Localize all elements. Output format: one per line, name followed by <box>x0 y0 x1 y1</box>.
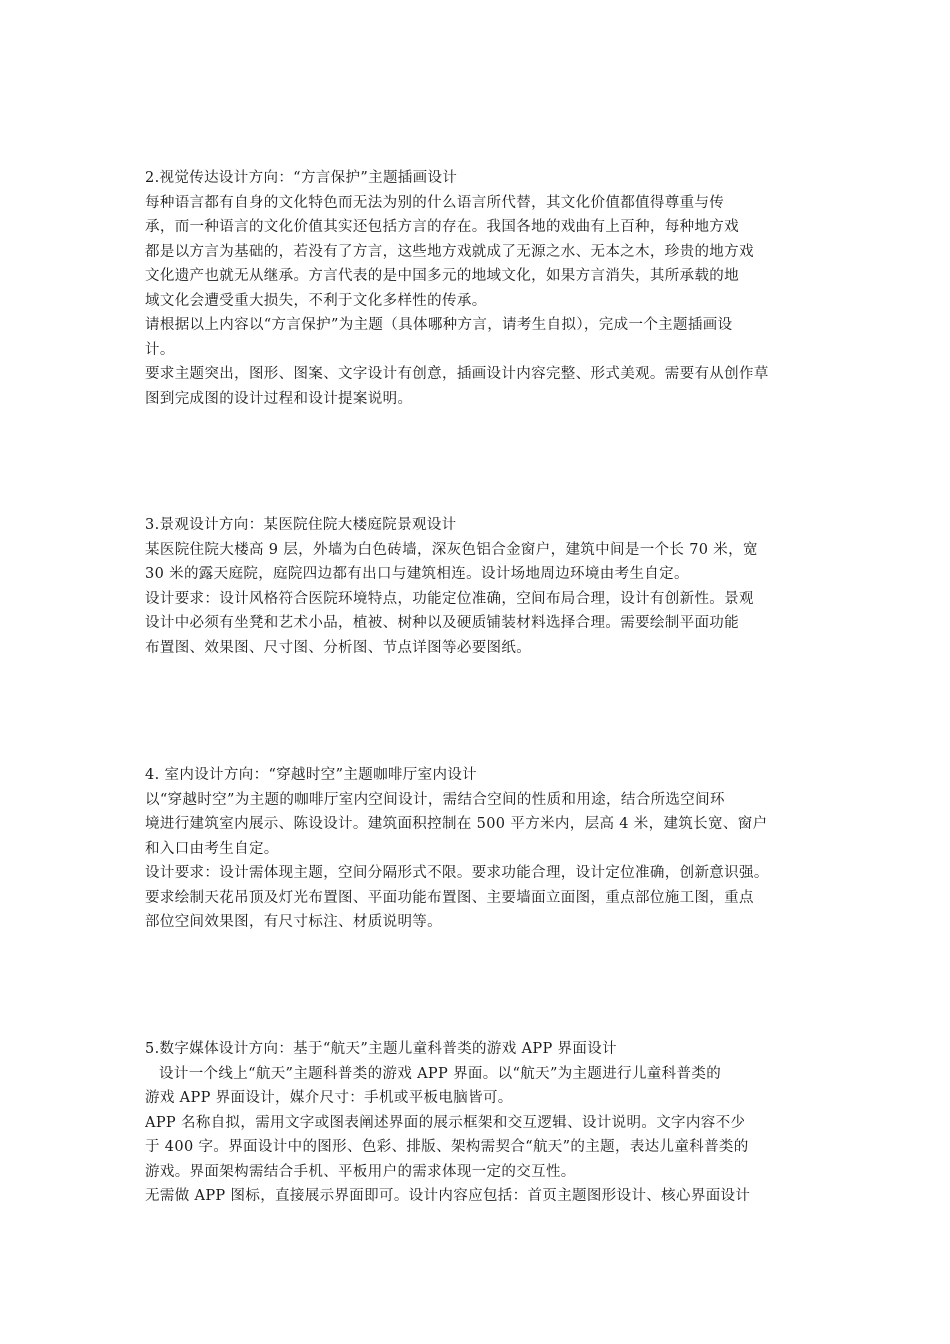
paragraph-line: 游戏。界面架构需结合手机、平板用户的需求体现一定的交互性。 <box>145 1163 576 1180</box>
section-heading: 3.景观设计方向：某医院住院大楼庭院景观设计 <box>145 517 457 533</box>
section-visual-communication <box>145 166 810 411</box>
paragraph-line: 于 400 字。界面设计中的图形、色彩、排版、架构需契合“航天”的主题，表达儿童科普类的 <box>145 1139 749 1155</box>
paragraph-line: 以“穿越时空”为主题的咖啡厅室内空间设计，需结合空间的性质和用途，结合所选空间环 <box>145 791 725 808</box>
section-heading: 2.视觉传达设计方向：“方言保护”主题插画设计 <box>145 170 458 186</box>
paragraph-line: 域文化会遭受重大损失，不利于文化多样性的传承。 <box>145 292 487 309</box>
paragraph-line: 某医院住院大楼高 9 层，外墙为白色砖墙，深灰色铝合金窗户，建筑中间是一个长 70 米，宽 <box>145 541 758 558</box>
paragraph-line: 无需做 APP 图标，直接展示界面即可。设计内容应包括：首页主题图形设计、核心界面设计 <box>145 1188 751 1204</box>
paragraph-line: 部位空间效果图，有尺寸标注、材质说明等。 <box>145 914 442 930</box>
section-digital-media-design <box>145 1037 810 1209</box>
paragraph-line: 游戏 APP 界面设计，媒介尺寸：手机或平板电脑皆可。 <box>145 1090 513 1106</box>
paragraph-line: 设计中必须有坐凳和艺术小品，植被、树种以及硬质铺装材料选择合理。需要绘制平面功能 <box>145 615 739 631</box>
paragraph-line: 要求主题突出，图形、图案、文字设计有创意，插画设计内容完整、形式美观。需要有从创作草 <box>145 366 769 382</box>
paragraph-line: 要求绘制天花吊顶及灯光布置图、平面功能布置图、主要墙面立面图，重点部位施工图，重点 <box>145 889 754 906</box>
paragraph-line: 每种语言都有自身的文化特色而无法为别的什么语言所代替，其文化价值都值得尊重与传 <box>145 194 725 211</box>
paragraph-line: 设计要求：设计需体现主题，空间分隔形式不限。要求功能合理，设计定位准确，创新意识强。 <box>145 865 769 881</box>
paragraph-line: 30 米的露天庭院，庭院四边都有出口与建筑相连。设计场地周边环境由考生自定。 <box>145 566 689 582</box>
paragraph-line: 设计要求：设计风格符合医院环境特点，功能定位准确，空间布局合理，设计有创新性。景观 <box>145 590 754 607</box>
paragraph-line: 境进行建筑室内展示、陈设设计。建筑面积控制在 500 平方米内，层高 4 米，建筑长宽、窗户 <box>145 816 768 832</box>
paragraph-line: 请根据以上内容以“方言保护”为主题（具体哪种方言，请考生自拟），完成一个主题插画设 <box>145 317 733 333</box>
paragraph-line: 文化遗产也就无从继承。方言代表的是中国多元的地域文化，如果方言消失，其所承载的地 <box>145 268 739 284</box>
paragraph-line: APP 名称自拟，需用文字或图表阐述界面的展示框架和交互逻辑、设计说明。文字内容不少 <box>145 1114 746 1131</box>
paragraph-line: 计。 <box>145 341 175 358</box>
paragraph-line: 都是以方言为基础的，若没有了方言，这些地方戏就成了无源之水、无本之木，珍贵的地方戏 <box>145 243 754 260</box>
paragraph-line: 图到完成图的设计过程和设计提案说明。 <box>145 390 413 407</box>
section-landscape-design <box>145 513 810 660</box>
section-interior-design <box>145 763 810 935</box>
section-heading: 5.数字媒体设计方向：基于“航天”主题儿童科普类的游戏 APP 界面设计 <box>145 1041 617 1057</box>
paragraph-line: 布置图、效果图、尺寸图、分析图、节点详图等必要图纸。 <box>145 639 532 656</box>
paragraph-line: 承，而一种语言的文化价值其实还包括方言的存在。我国各地的戏曲有上百种，每种地方戏 <box>145 219 739 235</box>
paragraph-line: 和入口由考生自定。 <box>145 840 279 857</box>
section-heading: 4. 室内设计方向：“穿越时空”主题咖啡厅室内设计 <box>145 767 478 783</box>
paragraph-line: 设计一个线上“航天”主题科普类的游戏 APP 界面。以“航天”为主题进行儿童科普类的 <box>159 1065 722 1082</box>
